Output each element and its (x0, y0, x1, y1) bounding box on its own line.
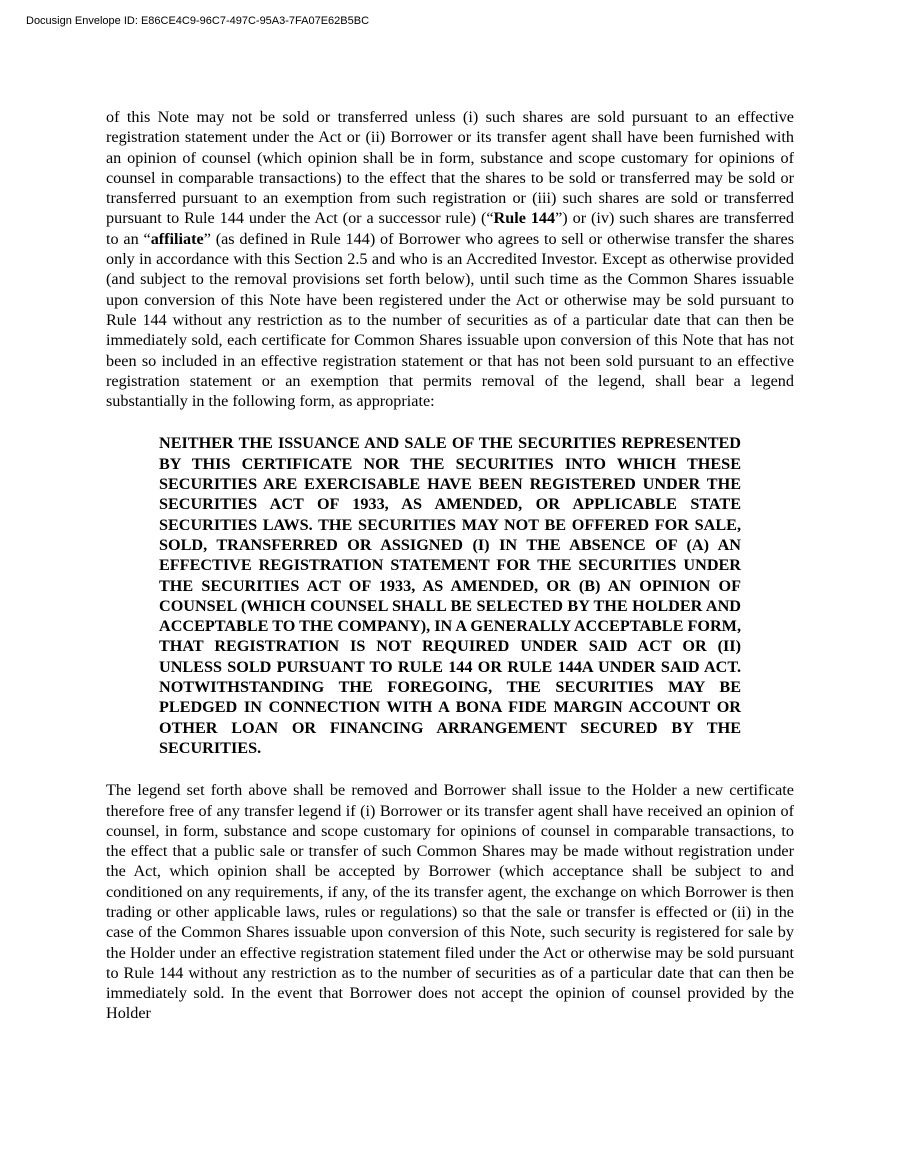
affiliate-term: affiliate (150, 229, 204, 248)
paragraph-text: of this Note may not be sold or transferred unless (i) such shares are sold pursuant to an effective registration statement under the Act or (ii) Borrower or its transfer agent shall have been furnished with an opinion of counsel (which opinion shall be in form, substance and scope customary for opinions of counsel in comparable transactions) to the effect that the shares to be sold or transferred may be sold or transferred pursuant to an exemption from such registration or (iii) such shares are sold or transferred pursuant to Rule 144 under the Act (or a successor rule) (“ (106, 108, 794, 228)
paragraph-text: ” (as defined in Rule 144) of Borrower who agrees to sell or otherwise transfer the shares only in accordance with this Section 2.5 and who is an Accredited Investor. Except as otherwise provided (and subject to the removal provisions set forth below), until such time as the Common Shares issuable upon conversion of this Note have been registered under the Act or otherwise may be sold pursuant to Rule 144 without any restriction as to the number of securities as of a particular date that can then be immediately sold, each certificate for Common Shares issuable upon conversion of this Note that has not been so included in an effective registration statement or that has not been sold pursuant to an effective registration statement or an exemption that permits removal of the legend, shall bear a legend substantially in the following form, as appropriate: (106, 229, 794, 411)
paragraph-transfer-restrictions (106, 107, 794, 411)
paragraph-legend-removal: The legend set forth above shall be removed and Borrower shall issue to the Holder a new certificate therefore free of any transfer legend if (i) Borrower or its transfer agent shall have received an opinion of counsel, in form, substance and scope customary for opinions of counsel in comparable transactions, to the effect that a public sale or transfer of such Common Shares may be made without registration under the Act, which opinion shall be accepted by Borrower (which acceptance shall be subject to and conditioned on any requirements, if any, of the its transfer agent, the exchange on which Borrower is then trading or other applicable laws, rules or regulations) so that the sale or transfer is effected or (ii) in the case of the Common Shares issuable upon conversion of this Note, such security is registered for sale by the Holder under an effective registration statement filed under the Act or otherwise may be sold pursuant to Rule 144 without any restriction as to the number of securities as of a particular date that can then be immediately sold. In the event that Borrower does not accept the opinion of counsel provided by the Holder (106, 781, 794, 1023)
rule-144-term: Rule 144 (493, 209, 556, 228)
securities-legend: NEITHER THE ISSUANCE AND SALE OF THE SECURITIES REPRESENTED BY THIS CERTIFICATE NOR THE SECURITIES INTO WHICH THESE SECURITIES ARE EXERCISABLE HAVE BEEN REGISTERED UNDER THE SECURITIES ACT OF 1933, AS AMENDED, OR APPLICABLE STATE SECURITIES LAWS. THE SECURITIES MAY NOT BE OFFERED FOR SALE, SOLD, TRANSFERRED OR ASSIGNED (I) IN THE ABSENCE OF (A) AN EFFECTIVE REGISTRATION STATEMENT FOR THE SECURITIES UNDER THE SECURITIES ACT OF 1933, AS AMENDED, OR (B) AN OPINION OF COUNSEL (WHICH COUNSEL SHALL BE SELECTED BY THE HOLDER AND ACCEPTABLE TO THE COMPANY), IN A GENERALLY ACCEPTABLE FORM, THAT REGISTRATION IS NOT REQUIRED UNDER SAID ACT OR (II) UNLESS SOLD PURSUANT TO RULE 144 OR RULE 144A UNDER SAID ACT. NOTWITHSTANDING THE FOREGOING, THE SECURITIES MAY BE PLEDGED IN CONNECTION WITH A BONA FIDE MARGIN ACCOUNT OR OTHER LOAN OR FINANCING ARRANGEMENT SECURED BY THE SECURITIES. (159, 434, 741, 757)
paragraph-text: ”) or (iv) such shares are transferred to an “ (106, 209, 795, 248)
envelope-id: Docusign Envelope ID: E86CE4C9-96C7-497C-95A3-7FA07E62B5BC (26, 15, 370, 27)
document-page (106, 107, 794, 1024)
